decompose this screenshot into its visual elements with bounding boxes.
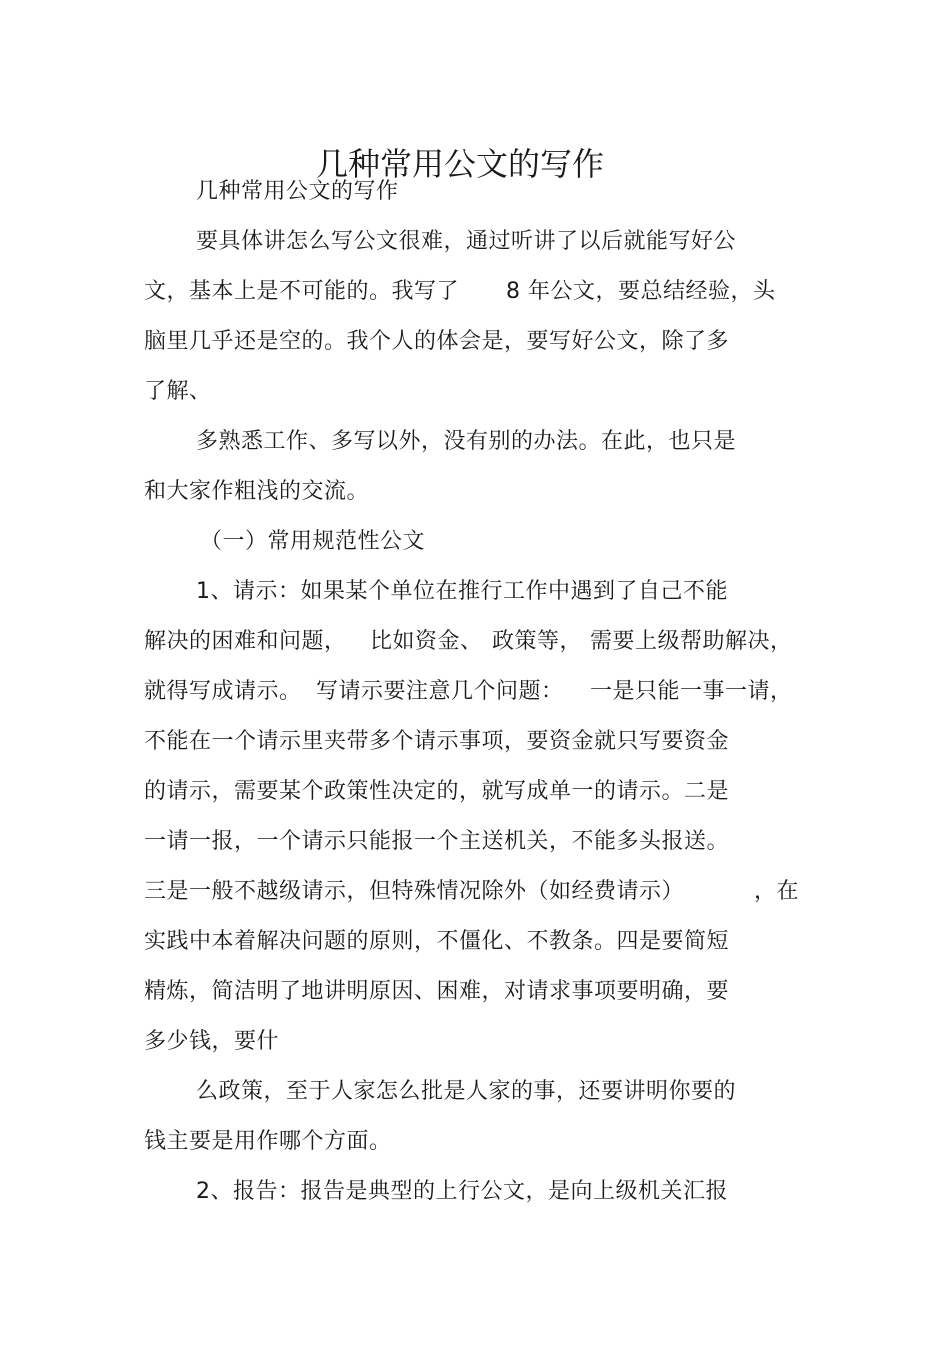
paragraph-line: 比如资金、 xyxy=(370,629,483,654)
paragraph-line: 实践中本着解决问题的原则，不僵化、不教条。四是要简短 xyxy=(144,929,730,954)
paragraph-line: 多熟悉工作、多写以外，没有别的办法。在此，也只是 xyxy=(196,429,737,454)
paragraph-line: 写请示要注意几个问题： xyxy=(316,679,564,704)
paragraph-line: 一是只能一事一请， xyxy=(590,679,793,704)
paragraph-line: 不能在一个请示里夹带多个请示事项，要资金就只写要资金 xyxy=(144,729,730,754)
paragraph-line: 需要上级帮助解决， xyxy=(590,629,793,654)
paragraph-line: 解决的困难和问题， xyxy=(144,629,347,654)
paragraph-line: ，在 xyxy=(754,879,800,904)
section-heading: （一）常用规范性公文 xyxy=(200,529,426,554)
paragraph-line: 1、请示：如果某个单位在推行工作中遇到了自己不能 xyxy=(196,579,728,604)
paragraph-line: 钱主要是用作哪个方面。 xyxy=(144,1129,392,1154)
paragraph-line: 要具体讲怎么写公文很难，通过听讲了以后就能写好公 xyxy=(196,229,737,254)
paragraph-line: 么政策，至于人家怎么批是人家的事，还要讲明你要的 xyxy=(196,1079,737,1104)
paragraph-line: 精炼，简洁明了地讲明原因、困难，对请求事项要明确，要 xyxy=(144,979,730,1004)
paragraph-line: 了解、 xyxy=(144,379,212,404)
paragraph-line: 三是一般不越级请示，但特殊情况除外（如经费请示） xyxy=(144,879,685,904)
paragraph-line: 就得写成请示。 xyxy=(144,679,302,704)
paragraph-line: 文，基本上是不可能的。我写了 xyxy=(144,279,460,304)
paragraph-line: 2、报告：报告是典型的上行公文，是向上级机关汇报 xyxy=(196,1179,728,1204)
paragraph-line: 的请示，需要某个政策性决定的，就写成单一的请示。二是 xyxy=(144,779,730,804)
paragraph-line: 多少钱，要什 xyxy=(144,1029,280,1054)
paragraph-line: 一请一报，一个请示只能报一个主送机关，不能多头报送。 xyxy=(144,829,730,854)
paragraph-line: 和大家作粗浅的交流。 xyxy=(144,479,370,504)
paragraph-line: 8 年公文，要总结经验，头 xyxy=(506,279,776,304)
paragraph-line: 政策等， xyxy=(492,629,583,654)
subtitle-line: 几种常用公文的写作 xyxy=(196,179,399,204)
paragraph-line: 脑里几乎还是空的。我个人的体会是，要写好公文，除了多 xyxy=(144,329,730,354)
document-title: 几种常用公文的写作 xyxy=(315,145,604,184)
